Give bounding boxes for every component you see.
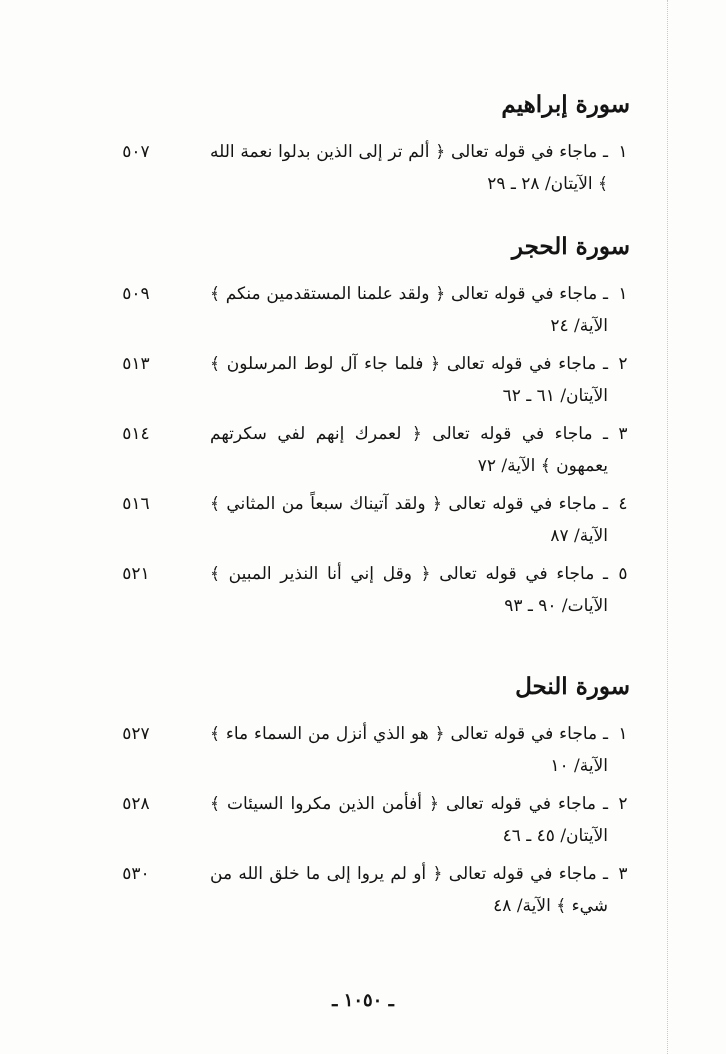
list-item <box>100 136 630 200</box>
entry-number: ٤ <box>618 494 628 514</box>
entry-text: ـ ماجاء في قوله تعالى ﴿ وقل إني أنا النذير المبين ﴾ الآيات/ ٩٠ ـ ٩٣ <box>210 564 608 616</box>
list-item <box>100 278 630 342</box>
entry-text: ـ ماجاء في قوله تعالى ﴿ أو لم يروا إلى ما خلق الله من شيء ﴾ الآية/ ٤٨ <box>210 864 609 916</box>
entry-page-number: ٥٣٠ <box>122 864 150 884</box>
entry-list <box>100 278 630 622</box>
entry-text: ـ ماجاء في قوله تعالى ﴿ أفأمن الذين مكروا السيئات ﴾ الآيتان/ ٤٥ ـ ٤٦ <box>210 794 608 846</box>
entry-text: ـ ماجاء في قوله تعالى ﴿ هو الذي أنزل من السماء ماء ﴾ الآية/ ١٠ <box>210 724 608 776</box>
surah-ibrahim-section <box>100 88 630 200</box>
entry-number: ٢ <box>618 794 628 814</box>
entry-number: ٢ <box>618 354 628 374</box>
entry-text: ـ ماجاء في قوله تعالى ﴿ لعمرك إنهم لفي سكرتهم يعمهون ﴾ الآية/ ٧٢ <box>210 424 608 476</box>
entry-text: ـ ماجاء في قوله تعالى ﴿ ألم تر إلى الذين بدلوا نعمة الله ﴾ الآيتان/ ٢٨ ـ ٢٩ <box>210 142 608 194</box>
section-title: سورة النحل <box>515 673 630 700</box>
section-title: سورة الحجر <box>511 233 630 260</box>
list-item <box>100 488 630 552</box>
table-of-contents <box>100 88 630 952</box>
surah-al-hijr-section <box>100 230 630 622</box>
entry-page-number: ٥٠٩ <box>122 284 150 304</box>
list-item <box>100 858 630 922</box>
surah-an-nahl-section <box>100 670 630 922</box>
list-item <box>100 348 630 412</box>
entry-page-number: ٥٢٨ <box>122 794 150 814</box>
entry-number: ٥ <box>618 564 628 584</box>
list-item <box>100 788 630 852</box>
entry-number: ٣ <box>618 424 628 444</box>
list-item <box>100 558 630 622</box>
entry-number: ١ <box>618 724 628 744</box>
entry-page-number: ٥٢٧ <box>122 724 150 744</box>
entry-number: ١ <box>618 142 628 162</box>
entry-page-number: ٥٠٧ <box>122 142 150 162</box>
list-item <box>100 418 630 482</box>
entry-list <box>100 718 630 922</box>
entry-page-number: ٥١٤ <box>122 424 150 444</box>
entry-number: ١ <box>618 284 628 304</box>
entry-number: ٣ <box>618 864 628 884</box>
page-fold-line <box>667 0 669 1054</box>
entry-page-number: ٥١٣ <box>122 354 150 374</box>
entry-page-number: ٥١٦ <box>122 494 150 514</box>
entry-text: ـ ماجاء في قوله تعالى ﴿ ولقد علمنا المستقدمين منكم ﴾ الآية/ ٢٤ <box>210 284 608 336</box>
list-item <box>100 718 630 782</box>
page-number: ـ ١٠٥٠ ـ <box>332 990 394 1011</box>
section-title: سورة إبراهيم <box>501 91 630 118</box>
entry-page-number: ٥٢١ <box>122 564 150 584</box>
entry-text: ـ ماجاء في قوله تعالى ﴿ فلما جاء آل لوط المرسلون ﴾ الآيتان/ ٦١ ـ ٦٢ <box>210 354 608 406</box>
entry-text: ـ ماجاء في قوله تعالى ﴿ ولقد آتيناك سبعاً من المثاني ﴾ الآية/ ٨٧ <box>210 494 608 546</box>
entry-list <box>100 136 630 200</box>
